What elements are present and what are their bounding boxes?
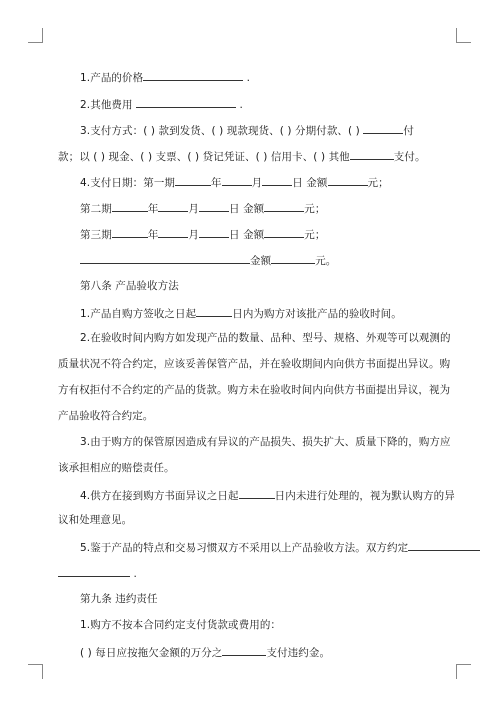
clause-8-3-line-1: 3.由于购方的保管原因造成有异议的产品损失、损失扩大、质量下降的，购方应	[80, 436, 451, 448]
payment-method-line: 3.支付方式：( ) 款到发货、( ) 现款现货、( ) 分期付款、( ) 付	[80, 122, 414, 138]
article-8-heading: 第八条 产品验收方法	[80, 280, 179, 292]
clause-8-5-line-2: .	[58, 565, 137, 581]
clause-9-1-option: ( ) 每日应按拖欠金额的万分之 支付违约金。	[80, 644, 330, 660]
clause-8-2-line-3: 方有权拒付不合约定的产品的货款。购方未在验收时间内向供方书面提出异议，视为	[58, 384, 451, 396]
clause-8-2-line-4: 产品验收符合约定。	[58, 410, 154, 422]
payment-method-blank	[363, 122, 403, 134]
payment-instrument-line: 款；以 ( ) 现金、( ) 支票、( ) 贷记凭证、( ) 信用卡、( ) 其他 支付。	[58, 148, 426, 164]
crop-mark-top-right	[456, 28, 471, 43]
clause-8-3-line-2: 该承担相应的赔偿责任。	[58, 462, 175, 474]
crop-mark-bottom-left	[28, 664, 43, 679]
crop-mark-bottom-right	[456, 664, 471, 679]
clause-9-1: 1.购方不按本合同约定支付货款或费用的：	[80, 619, 282, 631]
total-amount-line: 金额 元。	[80, 252, 336, 268]
clause-8-1: 1.产品自购方签收之日起 日内为购方对该批产品的验收时间。	[80, 305, 402, 321]
other-fee-blank	[136, 96, 236, 108]
article-9-heading: 第九条 违约责任	[80, 593, 158, 605]
clause-8-4-line-2: 议和处理意见。	[58, 514, 133, 526]
price-blank	[143, 69, 243, 81]
clause-8-5-line-1: 5.鉴于产品的特点和交易习惯双方不采用以上产品验收方法。双方约定	[80, 539, 480, 555]
payment-date-period-3: 第三期 年 月 日 金额 元；	[80, 226, 325, 242]
clause-8-4-line-1: 4.供方在接到购方书面异议之日起 日内未进行处理的，视为默认购方的异	[80, 487, 455, 503]
price-line: 1.产品的价格 .	[80, 69, 250, 85]
other-fee-line: 2.其他费用 .	[80, 96, 243, 112]
payment-date-period-1: 4.支付日期：第一期 年 月 日 金额 元；	[80, 174, 389, 190]
payment-other-blank	[350, 148, 394, 160]
clause-8-2-line-1: 2.在验收时间内购方如发现产品的数量、品种、型号、规格、外观等可以观测的	[80, 332, 451, 344]
payment-date-period-2: 第二期 年 月 日 金额 元；	[80, 200, 325, 216]
clause-8-2-line-2: 质量状况不符合约定，应该妥善保管产品，并在验收期间内向供方书面提出异议。购	[58, 358, 451, 370]
crop-mark-top-left	[28, 28, 43, 43]
